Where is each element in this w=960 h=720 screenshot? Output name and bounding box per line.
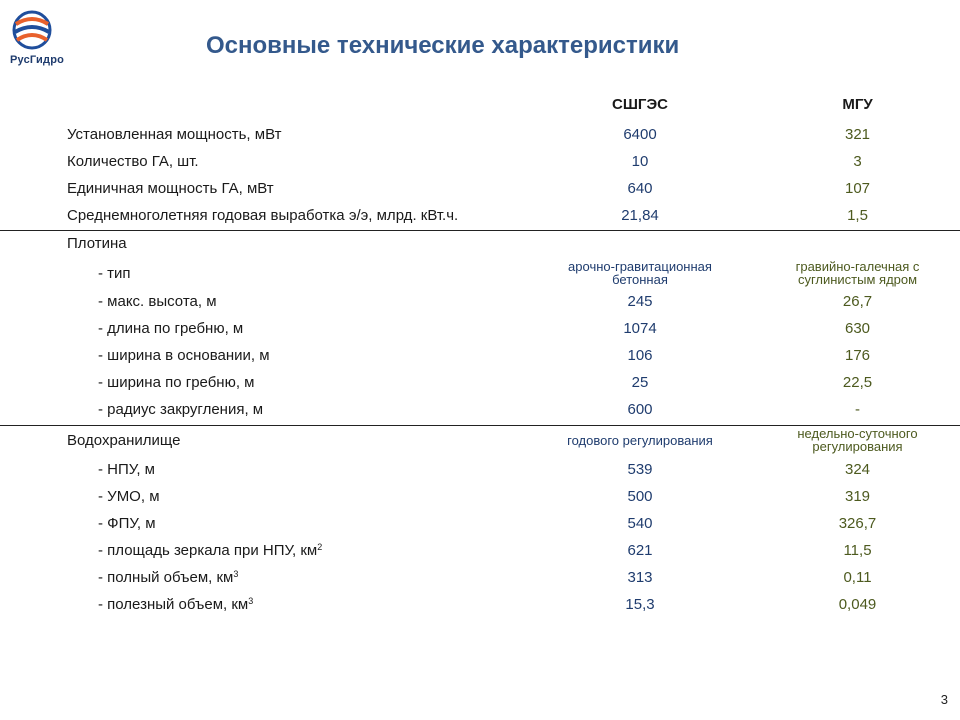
cell-mgu: 3	[853, 153, 862, 170]
cell-sshges: 106	[627, 347, 653, 364]
row-label	[98, 595, 253, 615]
cell-sshges: 15,3	[625, 596, 655, 613]
cell-mgu: 319	[844, 488, 871, 505]
cell-mgu: гравийно-галечная с суглинистым ядром	[795, 259, 920, 287]
table-row	[0, 292, 960, 319]
table-row	[0, 595, 960, 622]
column-header-mgu: МГУ	[842, 96, 873, 113]
rushydro-logo-icon	[12, 8, 52, 52]
cell-sshges: годового регулирования	[567, 433, 713, 448]
page-number: 3	[940, 692, 948, 707]
cell-mgu: 1,5	[847, 207, 868, 224]
cell-sshges: 600	[627, 401, 653, 418]
table-row	[0, 125, 960, 152]
cell-mgu: 176	[844, 347, 871, 364]
row-label: - УМО, м	[98, 488, 160, 505]
cell-sshges: 245	[627, 293, 653, 310]
cell-sshges: 640	[627, 180, 653, 197]
cell-sshges: 1074	[623, 320, 657, 337]
section-divider	[0, 230, 960, 231]
cell-mgu: 26,7	[842, 293, 873, 310]
table-row	[0, 259, 960, 292]
cell-sshges: 10	[631, 153, 649, 170]
column-header-sshges: СШГЭС	[612, 96, 668, 113]
cell-sshges: 539	[627, 461, 653, 478]
row-label: - ширина по гребню, м	[98, 374, 255, 391]
cell-mgu: 321	[844, 126, 871, 143]
row-label: - ФПУ, м	[98, 515, 156, 532]
section-header-reservoir	[0, 426, 960, 460]
row-label: - длина по гребню, м	[98, 320, 244, 337]
table-row	[0, 206, 960, 233]
superscript: 3	[233, 569, 239, 579]
cell-mgu: 0,049	[838, 596, 877, 613]
page-title: Основные технические характеристики	[206, 32, 680, 59]
table-row	[0, 541, 960, 568]
row-label-text: - полезный объем, км	[98, 596, 249, 613]
row-label: Единичная мощность ГА, мВт	[67, 180, 274, 197]
rushydro-logo	[6, 8, 78, 72]
section-header-dam	[0, 234, 960, 261]
table-row	[0, 514, 960, 541]
cell-sshges: 621	[627, 542, 653, 559]
table-row	[0, 568, 960, 595]
logo-text: РусГидро	[10, 54, 65, 66]
row-label: - радиус закругления, м	[98, 401, 264, 418]
table-row	[0, 152, 960, 179]
superscript: 3	[248, 596, 254, 606]
table-row	[0, 460, 960, 487]
table-row	[0, 319, 960, 346]
row-label: - ширина в основании, м	[98, 347, 270, 364]
row-label: Установленная мощность, мВт	[67, 126, 282, 143]
cell-mgu: 324	[844, 461, 871, 478]
table-row	[0, 373, 960, 400]
row-label: Среднемноголетняя годовая выработка э/э, млрд. кВт.ч.	[67, 207, 459, 224]
cell-mgu: 630	[844, 320, 871, 337]
table-row	[0, 487, 960, 514]
section-title: Плотина	[67, 235, 127, 252]
superscript: 2	[317, 542, 323, 552]
cell-mgu: 326,7	[838, 515, 877, 532]
cell-mgu: 22,5	[842, 374, 873, 391]
cell-sshges: 500	[627, 488, 653, 505]
row-label: Количество ГА, шт.	[67, 153, 199, 170]
cell-mgu: -	[855, 401, 860, 418]
cell-sshges: арочно-гравитационная бетонная	[568, 259, 712, 287]
cell-sshges: 313	[627, 569, 653, 586]
table-row	[0, 179, 960, 206]
row-label	[98, 541, 322, 561]
cell-sshges: 6400	[623, 126, 657, 143]
cell-mgu: 0,11	[843, 569, 872, 586]
cell-mgu: 107	[844, 180, 871, 197]
row-label-text: - площадь зеркала при НПУ, км	[98, 542, 318, 559]
cell-sshges: 21,84	[621, 207, 659, 224]
row-label	[98, 568, 238, 588]
table-row	[0, 346, 960, 373]
row-label: - макс. высота, м	[98, 293, 217, 310]
table-row	[0, 400, 960, 427]
row-label: - тип	[98, 265, 131, 282]
cell-mgu: недельно-суточного регулирования	[797, 426, 918, 454]
cell-mgu: 11,5	[843, 542, 872, 559]
cell-sshges: 25	[631, 374, 649, 391]
row-label: - НПУ, м	[98, 461, 155, 478]
cell-sshges: 540	[627, 515, 653, 532]
section-title: Водохранилище	[67, 432, 181, 449]
row-label-text: - полный объем, км	[98, 569, 234, 586]
